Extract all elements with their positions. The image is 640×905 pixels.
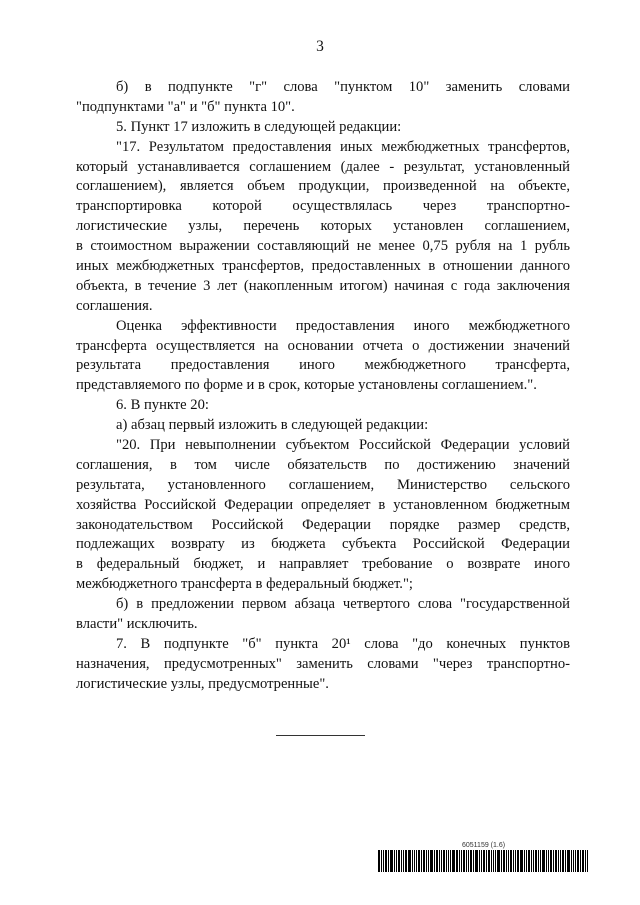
barcode-bar bbox=[587, 850, 588, 872]
barcode-bar bbox=[461, 850, 462, 872]
barcode-bar bbox=[452, 850, 455, 872]
text-line: соглашения. bbox=[76, 297, 153, 314]
text-line: межбюджетного трансферта в федеральный бюджет."; bbox=[76, 576, 413, 593]
barcode-bar bbox=[513, 850, 514, 872]
barcode-bar bbox=[426, 850, 427, 872]
barcode-bar bbox=[381, 850, 382, 872]
barcode-bar bbox=[575, 850, 576, 872]
barcode-bar bbox=[479, 850, 480, 872]
text-line: соглашением), является объем продукции, произведенной на объекте, bbox=[76, 178, 570, 195]
barcode-bar bbox=[491, 850, 492, 872]
barcode-bar bbox=[450, 850, 451, 872]
barcode-bar bbox=[577, 850, 579, 872]
barcode-bar bbox=[508, 850, 509, 872]
barcode-bar bbox=[540, 850, 541, 872]
barcode-bar bbox=[555, 850, 557, 872]
text-line: назначения, предусмотренных" заменить словами "через транспортно- bbox=[76, 655, 570, 672]
end-separator-line bbox=[276, 735, 365, 736]
text-line: логистические узлы, предусмотренные". bbox=[76, 675, 329, 692]
barcode-bar bbox=[493, 850, 494, 872]
text-line: транспортировка которой осуществлялась через транспортно- bbox=[76, 198, 570, 215]
barcode-bar bbox=[428, 850, 429, 872]
barcode-bar bbox=[434, 850, 435, 872]
text-line: трансферта осуществляется на основании отчета о достижении значений bbox=[76, 337, 570, 354]
barcode-bar bbox=[459, 850, 460, 872]
barcode-bar bbox=[567, 850, 570, 872]
text-line: результата предоставления иного межбюджетного трансферта, bbox=[76, 357, 570, 374]
text-line: результата, установленного соглашением, Министерство сельского bbox=[76, 476, 570, 493]
barcode-bar bbox=[421, 850, 422, 872]
barcode-bar bbox=[503, 850, 505, 872]
barcode-bar bbox=[408, 850, 411, 872]
text-line: 5. Пункт 17 изложить в следующей редакции: bbox=[116, 118, 402, 135]
barcode-bar bbox=[436, 850, 438, 872]
barcode-bar bbox=[486, 850, 487, 872]
barcode-bar bbox=[443, 850, 445, 872]
barcode-bar bbox=[378, 850, 380, 872]
barcode-bar bbox=[441, 850, 442, 872]
text-line: Оценка эффективности предоставления иного межбюджетного bbox=[116, 317, 570, 334]
barcode-bar bbox=[448, 850, 449, 872]
barcode-bar bbox=[463, 850, 465, 872]
barcode-bar bbox=[394, 850, 395, 872]
barcode-bar bbox=[582, 850, 584, 872]
barcode-bar bbox=[423, 850, 425, 872]
barcode-bar bbox=[531, 850, 532, 872]
barcode-bar bbox=[405, 850, 407, 872]
text-line: б) в подпункте "г" слова "пунктом 10" заменить словами bbox=[116, 79, 570, 95]
barcode-bar bbox=[497, 850, 500, 872]
barcode-bar bbox=[538, 850, 539, 872]
barcode-bar bbox=[546, 850, 547, 872]
barcode-bar bbox=[430, 850, 433, 872]
barcode-bar bbox=[439, 850, 440, 872]
barcode-bar bbox=[571, 850, 572, 872]
text-line: "20. При невыполнении субъектом Российской Федерации условий bbox=[116, 437, 570, 454]
barcode-bar bbox=[388, 850, 389, 872]
page-number: 3 bbox=[316, 38, 324, 55]
text-line: а) абзац первый изложить в следующей редакции: bbox=[116, 417, 429, 434]
barcode-bar bbox=[475, 850, 478, 872]
document-body bbox=[76, 78, 570, 695]
barcode-bar bbox=[398, 850, 400, 872]
barcode-bar bbox=[468, 850, 469, 872]
barcode-bar bbox=[466, 850, 467, 872]
text-line: власти" исключить. bbox=[76, 616, 198, 633]
barcode-bar bbox=[470, 850, 472, 872]
barcode-bar bbox=[520, 850, 523, 872]
barcode-bar bbox=[416, 850, 417, 872]
barcode-bar bbox=[533, 850, 534, 872]
barcode-bar bbox=[558, 850, 559, 872]
text-line: в федеральный бюджет, и направляет требование о возврате иного bbox=[76, 556, 570, 573]
barcode-bar bbox=[528, 850, 530, 872]
barcode-bar bbox=[390, 850, 393, 872]
barcode-bar bbox=[506, 850, 507, 872]
barcode-bar bbox=[548, 850, 549, 872]
barcode-bar bbox=[456, 850, 458, 872]
barcode-bar bbox=[560, 850, 561, 872]
barcode-bar bbox=[526, 850, 527, 872]
text-line: который устанавливается соглашением (далее - результат, установленный bbox=[76, 158, 570, 175]
text-line: б) в предложении первом абзаца четвертого слова "государственной bbox=[116, 596, 570, 613]
barcode-bar bbox=[553, 850, 554, 872]
barcode-bar bbox=[473, 850, 474, 872]
barcode-bar bbox=[418, 850, 420, 872]
barcode-bar bbox=[573, 850, 574, 872]
barcode-bar bbox=[517, 850, 519, 872]
barcode bbox=[378, 850, 606, 872]
barcode-bar bbox=[565, 850, 566, 872]
text-line: 7. В подпункте "б" пункта 20¹ слова "до конечных пунктов bbox=[116, 635, 570, 652]
barcode-bar bbox=[585, 850, 586, 872]
barcode-bar bbox=[483, 850, 485, 872]
text-line: иных межбюджетных трансфертов, предоставленных в отношении данного bbox=[76, 258, 570, 275]
barcode-bar bbox=[403, 850, 404, 872]
barcode-bar bbox=[414, 850, 415, 872]
barcode-bar bbox=[510, 850, 512, 872]
barcode-bar bbox=[383, 850, 384, 872]
barcode-bar bbox=[580, 850, 581, 872]
barcode-bar bbox=[396, 850, 397, 872]
text-line: подлежащих возврату из бюджета субъекта Российской Федерации bbox=[76, 536, 570, 553]
text-line: "подпунктами "а" и "б" пункта 10". bbox=[76, 98, 295, 115]
barcode-bar bbox=[481, 850, 482, 872]
barcode-bar bbox=[412, 850, 413, 872]
text-line: в стоимостном выражении составляющий не менее 0,75 рубля на 1 рубль bbox=[76, 238, 570, 255]
text-line: представляемого по форме и в срок, которые установлены соглашением.". bbox=[76, 377, 537, 394]
barcode-bar bbox=[515, 850, 516, 872]
barcode-bar bbox=[550, 850, 552, 872]
barcode-bar bbox=[542, 850, 545, 872]
barcode-bar bbox=[535, 850, 537, 872]
text-line: "17. Результатом предоставления иных межбюджетных трансфертов, bbox=[116, 138, 570, 155]
barcode-bar bbox=[446, 850, 447, 872]
text-line: хозяйства Российской Федерации определяет в установленном бюджетным bbox=[76, 496, 570, 513]
text-line: законодательством Российской Федерации порядке размер средств, bbox=[76, 516, 570, 533]
barcode-bar bbox=[385, 850, 387, 872]
barcode-bar bbox=[501, 850, 502, 872]
barcode-bar bbox=[495, 850, 496, 872]
barcode-bar bbox=[401, 850, 402, 872]
barcode-bar bbox=[488, 850, 490, 872]
text-line: объекта, в течение 3 лет (накопленным итогом) начиная с года заключения bbox=[76, 277, 570, 294]
barcode-bar bbox=[562, 850, 564, 872]
text-line: логистические узлы, перечень которых установлен соглашением, bbox=[76, 218, 570, 235]
text-line: 6. В пункте 20: bbox=[116, 397, 209, 414]
text-line: соглашения, в том числе обязательств по достижению значений bbox=[76, 456, 570, 473]
document-code: 6051159 (1.6) bbox=[462, 842, 506, 849]
barcode-bar bbox=[524, 850, 525, 872]
